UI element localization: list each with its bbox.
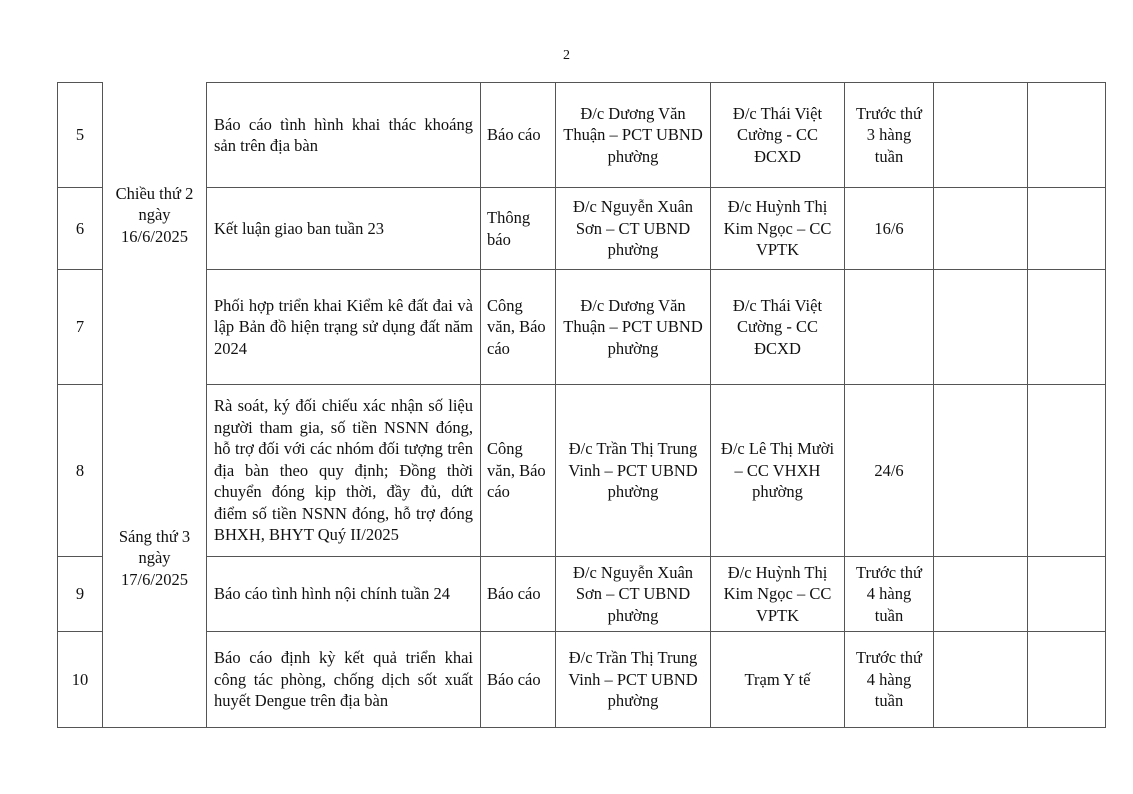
table-row [58,557,1106,632]
leader: Đ/c Trần Thị Trung Vinh – PCT UBND phường [556,632,711,728]
extra-column-1 [934,632,1028,728]
executor: Đ/c Thái Việt Cường - CC ĐCXD [711,270,845,385]
table-row [58,270,1106,385]
deadline: Trước thứ 4 hàng tuần [845,632,934,728]
row-number: 6 [58,188,103,270]
leader: Đ/c Trần Thị Trung Vinh – PCT UBND phường [556,385,711,557]
extra-column-2 [1028,83,1106,188]
time-slot-1 [103,83,207,557]
extra-column-1 [934,557,1028,632]
task-content: Báo cáo định kỳ kết quả triển khai công tác phòng, chống dịch sốt xuất huyết Dengue trên địa bàn [207,632,481,728]
task-content: Báo cáo tình hình nội chính tuần 24 [207,557,481,632]
deadline [845,270,934,385]
document-type: Báo cáo [481,632,556,728]
extra-column-1 [934,270,1028,385]
table-row [58,632,1106,728]
table-row [58,385,1106,557]
task-content: Báo cáo tình hình khai thác khoáng sản trên địa bàn [207,83,481,188]
document-type: Báo cáo [481,83,556,188]
deadline: 16/6 [845,188,934,270]
task-content: Rà soát, ký đối chiếu xác nhận số liệu người tham gia, số tiền NSNN đóng, hỗ trợ đối với các nhóm đối tượng trên địa bàn theo quy định; Đồng thời chuyển đóng kịp thời, đầy đủ, dứt điểm số tiền NSNN đóng, hỗ trợ đóng BHXH, BHYT Quý II/2025 [207,385,481,557]
deadline: Trước thứ 4 hàng tuần [845,557,934,632]
deadline: 24/6 [845,385,934,557]
document-type: Thông báo [481,188,556,270]
time-slot-label: Sáng thứ 3 ngày 17/6/2025 [118,526,191,589]
extra-column-2 [1028,270,1106,385]
document-type: Công văn, Báo cáo [481,385,556,557]
row-number: 10 [58,632,103,728]
executor: Đ/c Huỳnh Thị Kim Ngọc – CC VPTK [711,188,845,270]
deadline: Trước thứ 3 hàng tuần [845,83,934,188]
row-number: 5 [58,83,103,188]
leader: Đ/c Dương Văn Thuận – PCT UBND phường [556,83,711,188]
row-number: 7 [58,270,103,385]
extra-column-2 [1028,385,1106,557]
document-type: Công văn, Báo cáo [481,270,556,385]
leader: Đ/c Dương Văn Thuận – PCT UBND phường [556,270,711,385]
table-row [58,188,1106,270]
extra-column-1 [934,385,1028,557]
extra-column-2 [1028,557,1106,632]
leader: Đ/c Nguyễn Xuân Sơn – CT UBND phường [556,557,711,632]
schedule-table [57,82,1106,728]
page-number: 2 [563,48,570,63]
row-number: 8 [58,385,103,557]
extra-column-1 [934,188,1028,270]
executor: Đ/c Huỳnh Thị Kim Ngọc – CC VPTK [711,557,845,632]
executor: Đ/c Lê Thị Mười – CC VHXH phường [711,385,845,557]
time-slot-2 [103,526,207,728]
leader: Đ/c Nguyễn Xuân Sơn – CT UBND phường [556,188,711,270]
task-content: Phối hợp triển khai Kiểm kê đất đai và lập Bản đồ hiện trạng sử dụng đất năm 2024 [207,270,481,385]
executor: Trạm Y tế [711,632,845,728]
document-type: Báo cáo [481,557,556,632]
table-row [58,83,1106,188]
task-content: Kết luận giao ban tuần 23 [207,188,481,270]
time-slot-label: Chiều thứ 2 ngày 16/6/2025 [115,183,194,246]
extra-column-2 [1028,632,1106,728]
extra-column-1 [934,83,1028,188]
extra-column-2 [1028,188,1106,270]
row-number: 9 [58,557,103,632]
executor: Đ/c Thái Việt Cường - CC ĐCXD [711,83,845,188]
